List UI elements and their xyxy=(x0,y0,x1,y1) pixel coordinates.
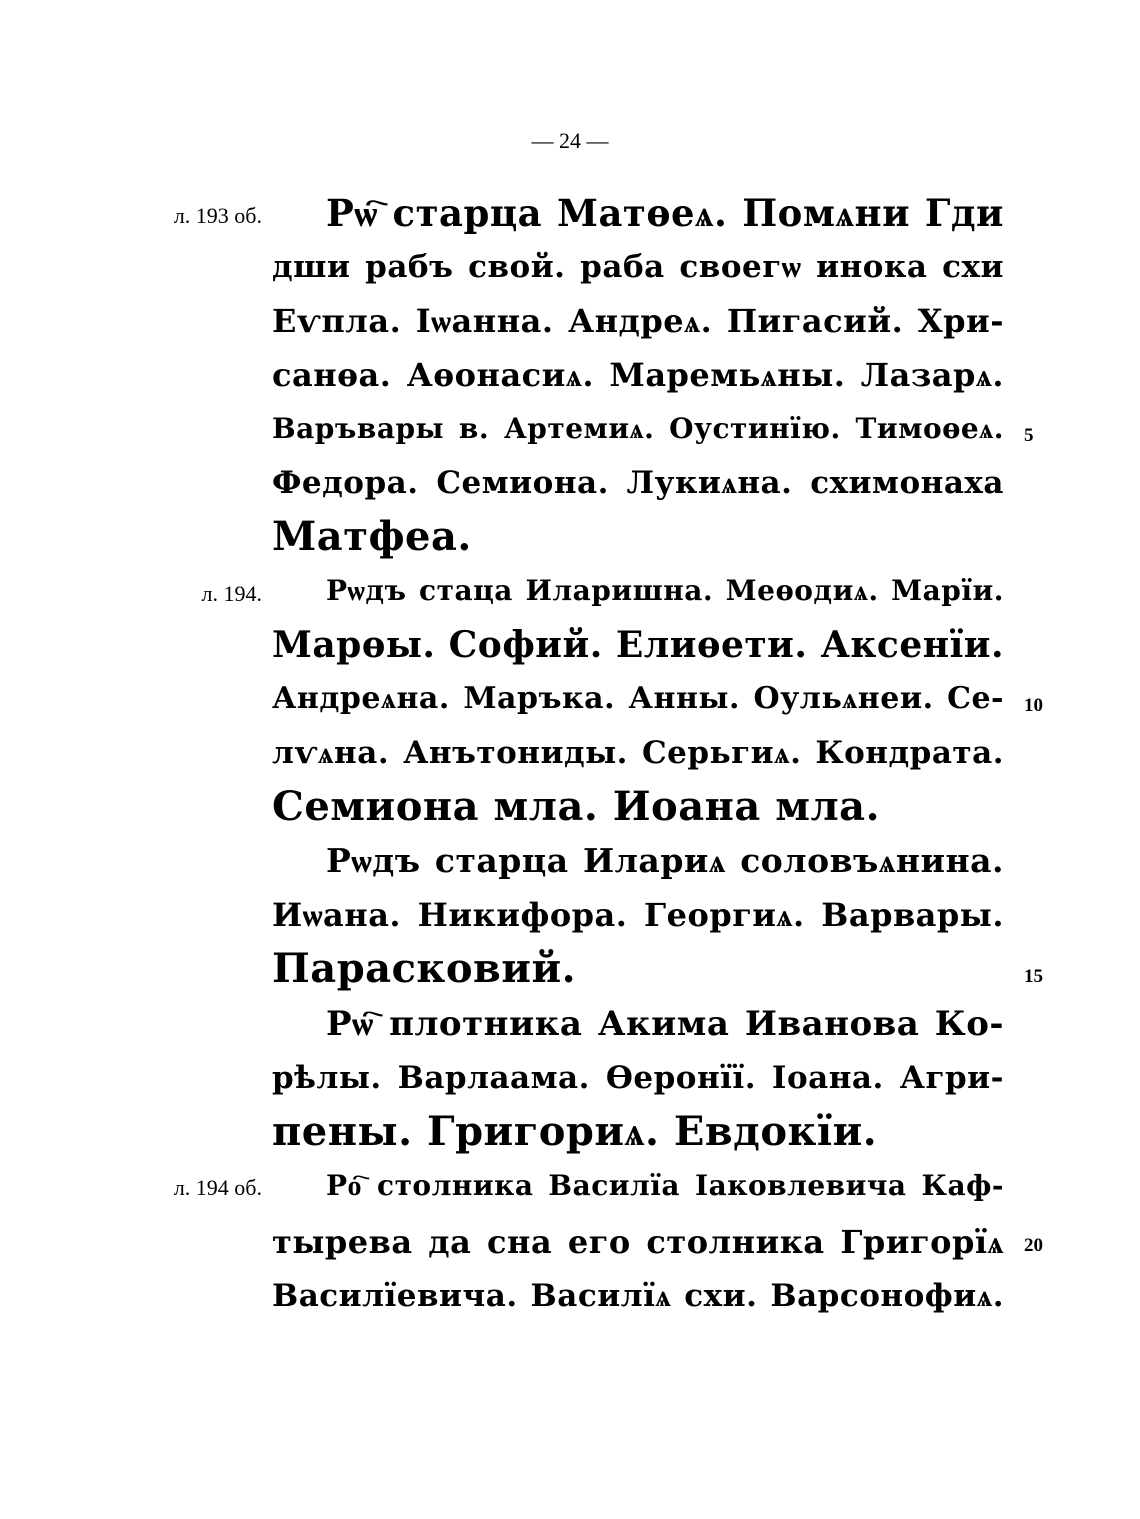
text-line: санѳа. Аѳонасиѧ. Маремьѧны. Лазарѧ. xyxy=(272,356,1004,394)
page-number: — 24 — xyxy=(531,128,609,153)
folio-reference: л. 194 об. xyxy=(173,1175,262,1200)
text-line: лѵѧна. Анътониды. Серьгиѧ. Кондрата. xyxy=(272,735,1004,771)
text-line: дши рабъ свой. раба своегѡ инока схи xyxy=(272,249,1004,285)
line-number: 10 xyxy=(1024,695,1043,716)
text-line: Семиона мла. Иоана мла. xyxy=(272,783,881,830)
text-line: Василїевича. Василїѧ схи. Варсонофиѧ. xyxy=(272,1278,1004,1314)
text-line: Рѡ҇ плотника Акима Иванова Ко- xyxy=(326,1004,1004,1044)
text-line: тырева да сна его столника Григорїѧ xyxy=(272,1223,1004,1261)
text-line: Рѡ҇ старца Матѳеѧ. Помѧни Гди xyxy=(326,191,1004,235)
line-number: 15 xyxy=(1024,966,1043,987)
text-line: Ро҇ столника Василїа Іаковлевича Каф- xyxy=(326,1169,1004,1202)
text-line: Андреѧна. Маръка. Анны. Оульѧнеи. Се- xyxy=(272,681,1004,716)
text-line: рѣлы. Варлаама. Ѳеронїї. Іоана. Агри- xyxy=(272,1060,1004,1096)
text-line: Матфеа. xyxy=(272,513,472,560)
folio-reference: л. 194. xyxy=(201,581,262,606)
text-line: Иѡана. Никифора. Георгиѧ. Варвары. xyxy=(272,896,1004,934)
text-line: пены. Григориѧ. Евдокїи. xyxy=(272,1108,878,1155)
text-line: Варъвары в. Артемиѧ. Оустинїю. Тимоѳеѧ. xyxy=(272,412,1004,445)
line-number: 5 xyxy=(1024,425,1034,446)
text-line: Еѵпла. Іѡанна. Андреѧ. Пигасий. Хри- xyxy=(272,302,1004,340)
text-line: Федора. Семиона. Лукиѧна. схимонаха xyxy=(272,465,1004,501)
text-line: Парасковий. xyxy=(272,945,577,992)
line-number: 20 xyxy=(1024,1235,1043,1256)
text-line: Рѡдъ стаца Иларишна. Меѳодиѧ. Марїи. xyxy=(326,574,1004,607)
folio-reference: л. 193 об. xyxy=(173,203,262,228)
text-line: Рѡдъ старца Илариѧ соловъѧнина. xyxy=(326,841,1004,880)
text-line: Марѳы. Софий. Елиѳети. Аксенїи. xyxy=(272,624,1004,666)
